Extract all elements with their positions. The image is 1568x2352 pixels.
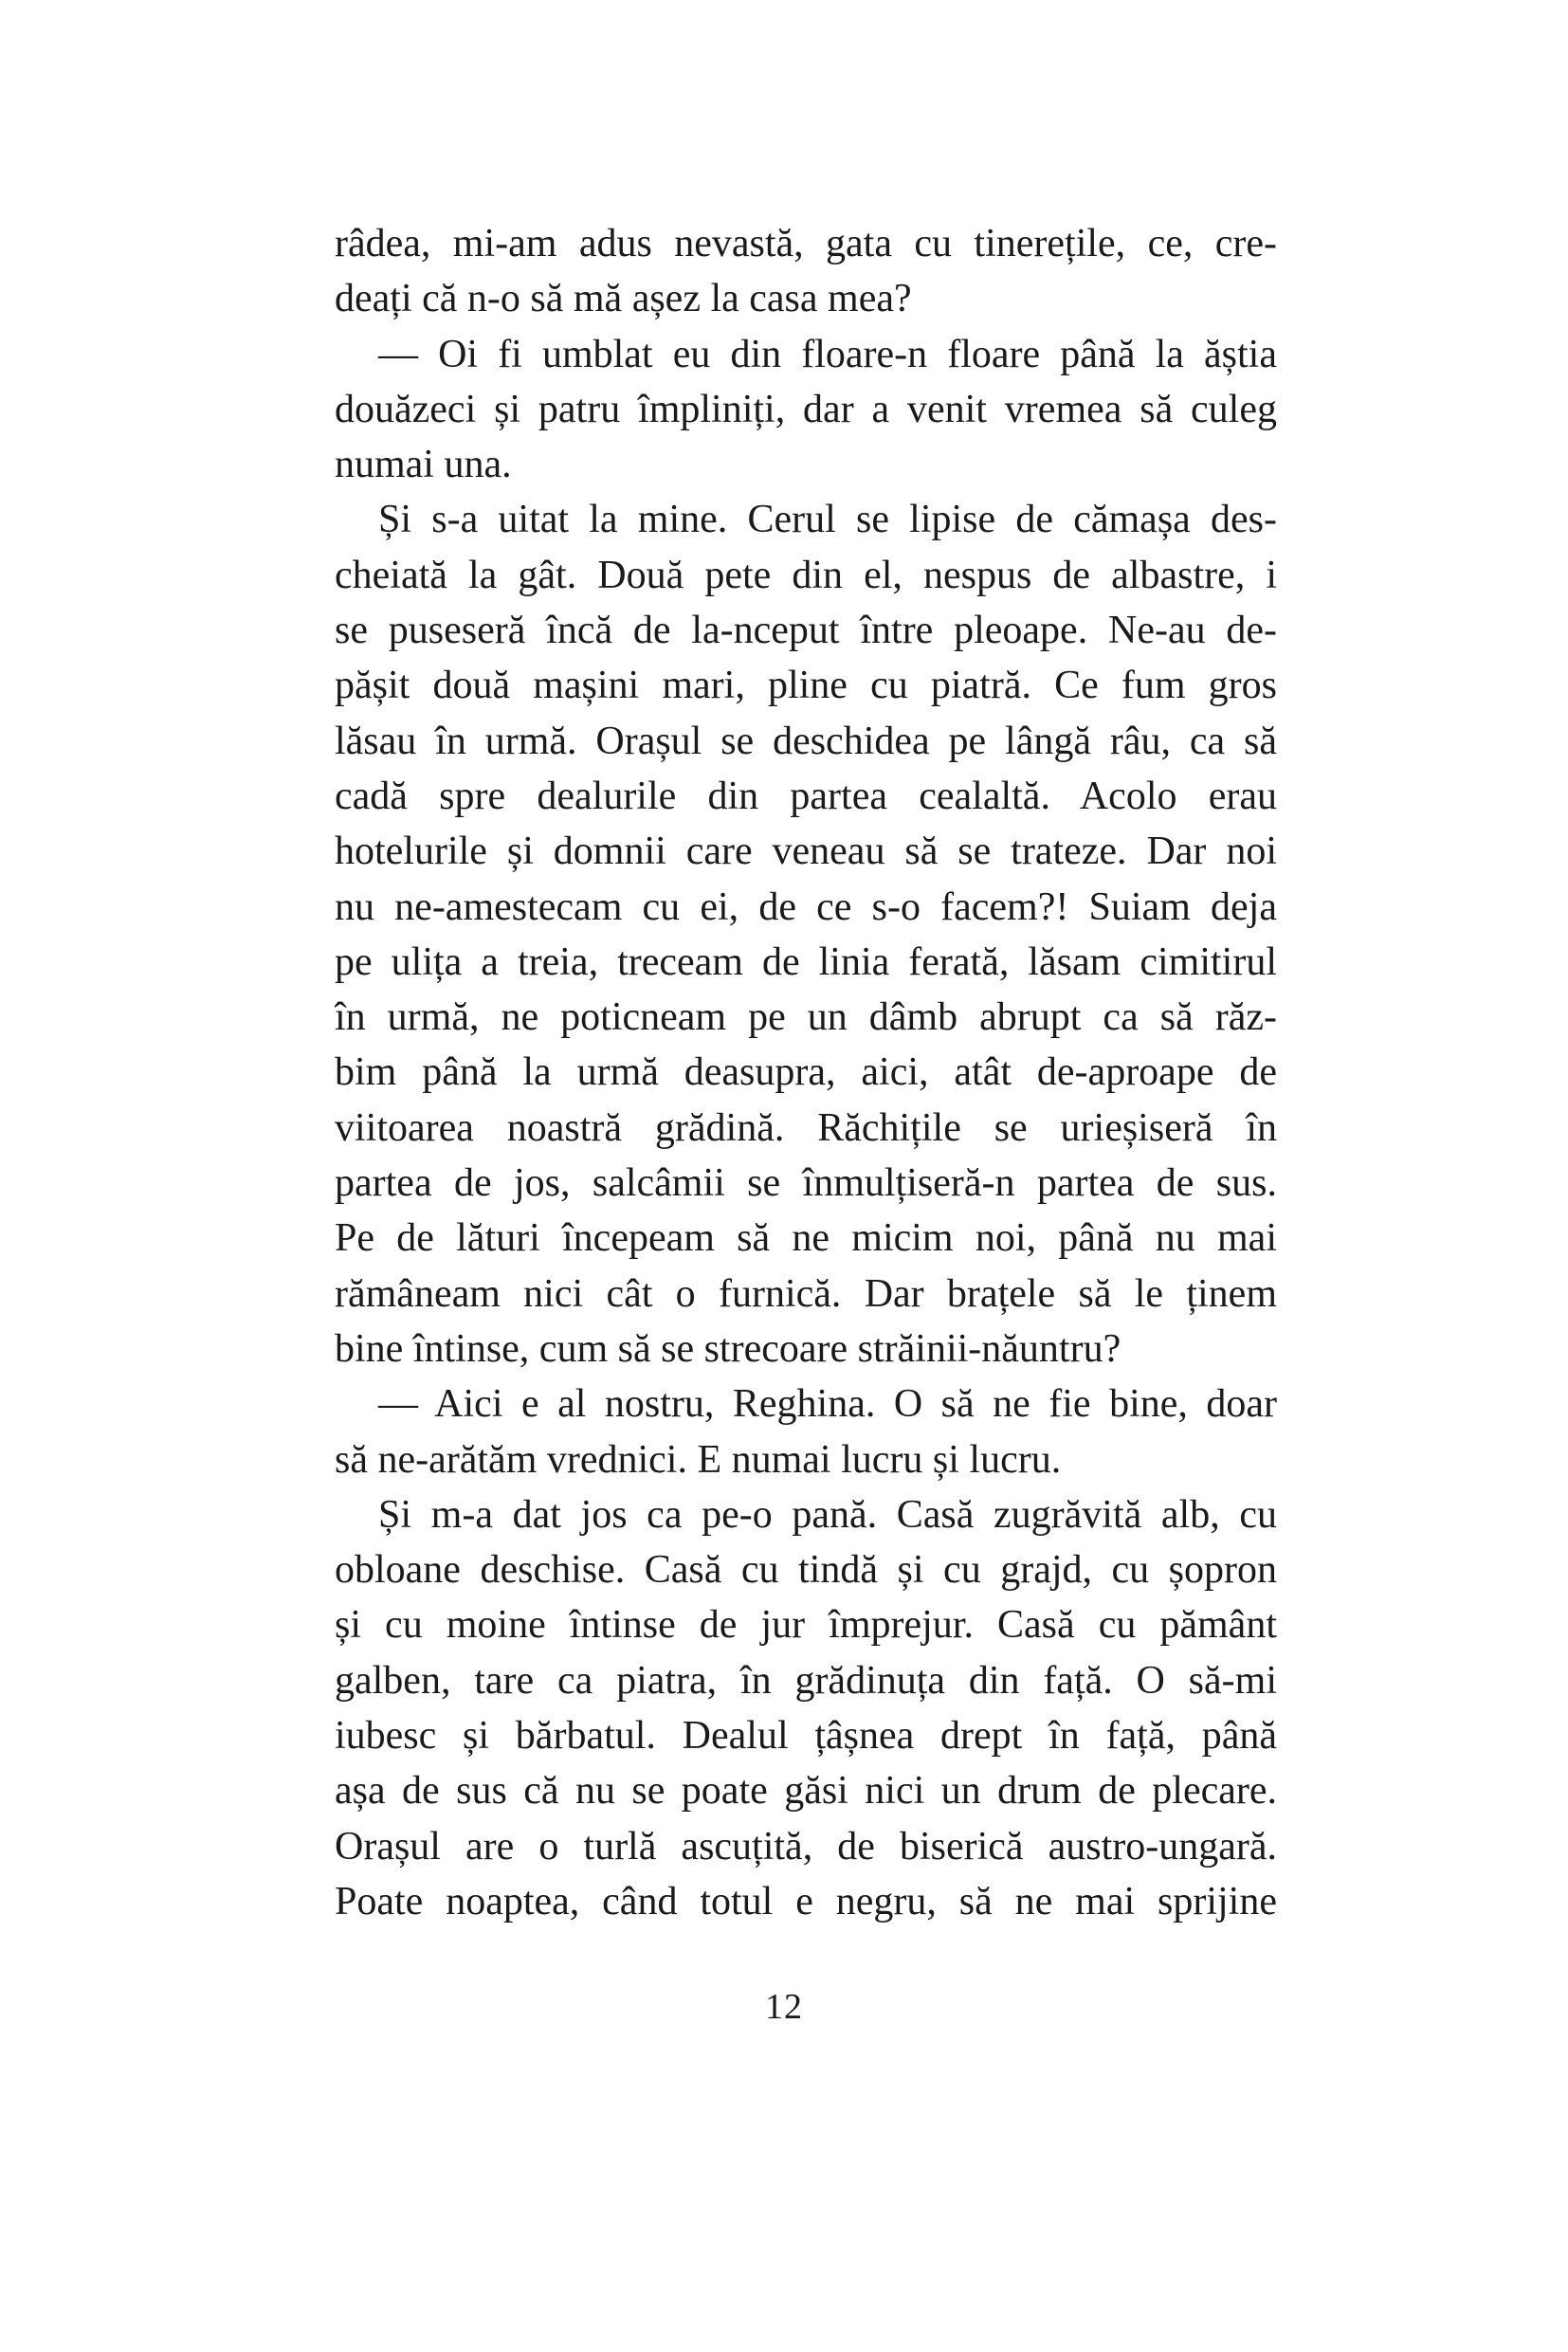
- text-line: viitoarea noastră grădină. Răchițile se urieșiseră în: [335, 1105, 1277, 1150]
- body-text: [335, 216, 1277, 1929]
- text-line: râdea, mi-am adus nevastă, gata cu tinerețile, ce, cre-: [335, 222, 1277, 265]
- text-line: pe ulița a treia, treceam de linia ferată, lăsam cimitirul: [335, 939, 1277, 984]
- text-line: deați că n-o să mă așez la casa mea?: [335, 277, 912, 321]
- text-line: nu ne-amestecam cu ei, de ce s-o facem?! Suiam deja: [335, 884, 1277, 929]
- text-line: obloane deschise. Casă cu tindă și cu grajd, cu șopron: [335, 1548, 1277, 1593]
- text-line: Orașul are o turlă ascuțită, de biserică austro-ungară.: [335, 1824, 1277, 1869]
- text-line: se puseseră încă de la-nceput între pleoape. Ne-au de-: [335, 609, 1277, 653]
- page-number: 12: [765, 1987, 803, 2027]
- text-line: cadă spre dealurile din partea cealaltă. Acolo erau: [335, 774, 1277, 818]
- text-line: și cu moine întinse de jur împrejur. Casă cu pământ: [335, 1603, 1277, 1648]
- text-line: partea de jos, salcâmii se înmulțiseră-n partea de sus.: [335, 1161, 1277, 1206]
- text-line: galben, tare ca piatra, în grădinuța din față. O să-mi: [335, 1658, 1277, 1703]
- text-line: iubesc și bărbatul. Dealul țâșnea drept în față, până: [335, 1714, 1277, 1759]
- text-line: lăsau în urmă. Orașul se deschidea pe lângă râu, ca să: [335, 719, 1277, 763]
- text-line: să ne-arătăm vrednici. E numai lucru și lucru.: [335, 1437, 1062, 1482]
- text-line: cheiată la gât. Două pete din el, nespus de albastre, i: [335, 553, 1277, 597]
- text-line: — Oi fi umblat eu din floare-n floare până la ăștia: [378, 332, 1277, 376]
- text-line: pășit două mașini mari, pline cu piatră. Ce fum gros: [335, 664, 1277, 708]
- text-line: așa de sus că nu se poate găsi nici un drum de plecare.: [335, 1769, 1277, 1814]
- text-line: Și m-a dat jos ca pe-o pană. Casă zugrăvită alb, cu: [378, 1492, 1277, 1537]
- text-line: Și s-a uitat la mine. Cerul se lipise de cămașa des-: [378, 498, 1277, 542]
- text-line: Pe de lături începeam să ne micim noi, până nu mai: [335, 1216, 1277, 1261]
- text-line: bine întinse, cum să se strecoare străinii-năuntru?: [335, 1326, 1121, 1371]
- text-line: rămâneam nici cât o furnică. Dar brațele să le ținem: [335, 1271, 1277, 1316]
- text-line: Poate noaptea, când totul e negru, să ne mai sprijine: [335, 1879, 1277, 1924]
- text-line: în urmă, ne poticneam pe un dâmb abrupt ca să răz-: [335, 995, 1277, 1040]
- text-line: douăzeci și patru împliniți, dar a venit vremea să culeg: [335, 387, 1277, 431]
- text-line: hotelurile și domnii care veneau să se trateze. Dar noi: [335, 830, 1277, 874]
- text-line: bim până la urmă deasupra, aici, atât de-aproape de: [335, 1050, 1277, 1095]
- text-line: — Aici e al nostru, Reghina. O să ne fie bine, doar: [378, 1382, 1277, 1427]
- text-line: numai una.: [335, 443, 512, 487]
